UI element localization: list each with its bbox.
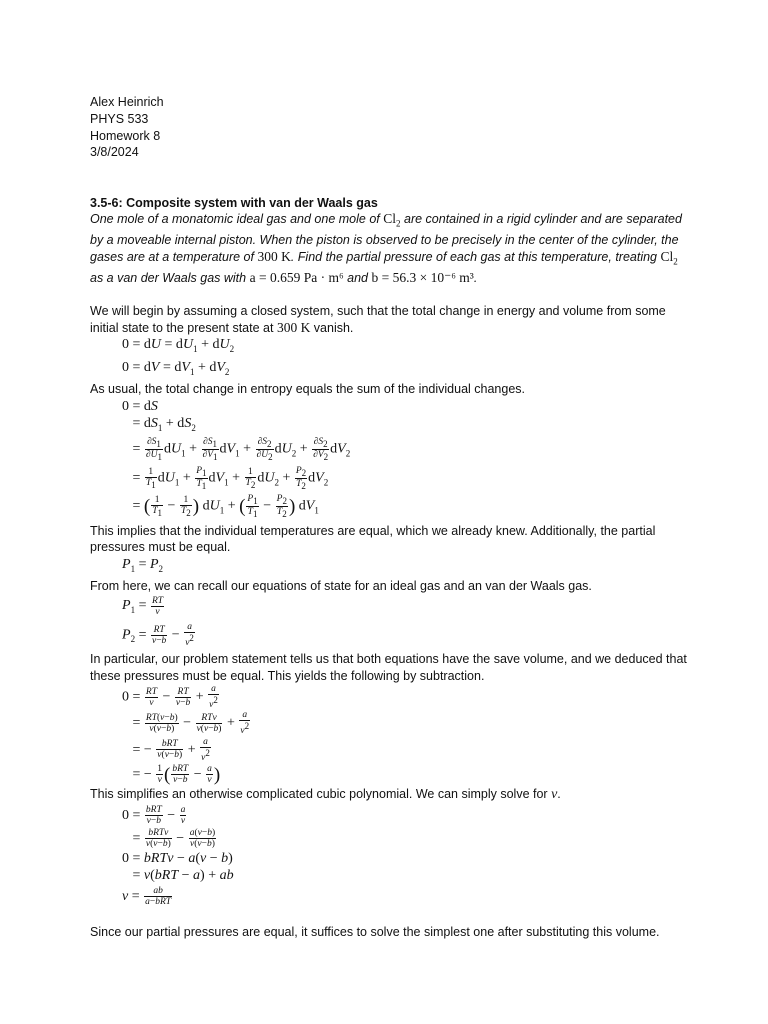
course-code: PHYS 533 [90, 111, 149, 126]
equation-solve-1: 0 = $\frac{\text{bRT}}{v-b}$ − $\frac{a}{v}$ [122, 804, 186, 826]
equation-ideal-gas: $P_1$ = $\frac{RT}{v}$ [122, 595, 164, 617]
equation-entropy-5: = ( $\frac{1}{T_1}$ − $\frac{1}{T_2}$ ) $dU_1$ + ( $\frac{P_1}{T_1}$ − $\frac{P_2}{T_2}$ ) $dV_1$ [122, 494, 319, 519]
equation-solve-4: = v(bRT − a) + ab [122, 868, 234, 883]
equation-subtract-3: = − $\frac{\text{bRT}}{v(v-b)}$ + $\frac{a}{v^2}$ [122, 736, 210, 763]
equation-entropy-3: = $\frac{\partial S_1}{\partial U_1}$ $dU_1$ + $\frac{\partial S_1}{\partial V_1}$ $dV_1$ + $\frac{\partial S_2}{\partial U_2}$ $dU_2$ + $\frac{\partial S_2}{\partial V_2}$ $dV_2$ [122, 437, 351, 463]
equation-solve-3: 0 = bRTv − a(v − b) [122, 850, 233, 866]
assignment-title: Homework 8 [90, 128, 161, 143]
problem-title: 3.5-6: Composite system with van der Waals gas [90, 195, 378, 210]
author-name: Alex Heinrich [90, 95, 164, 109]
equation-pressure-equal: $P_1 = P_2$ [122, 556, 164, 574]
paragraph-solve: This simplifies an otherwise complicated cubic polynomial. We can simply solve for v. [90, 787, 561, 802]
equation-energy: 0 = dU = $dU_1 + dU_2$ [122, 337, 235, 355]
equation-solve-2: = $\frac{\text{bRTv}}{v(v-b)}$ − $\frac{a(v-b)}{v(v-b)}$ [122, 827, 216, 849]
equation-volume: 0 = dV = $dV_1 + dV_2$ [122, 359, 230, 377]
equation-entropy-1: 0 = dS [122, 398, 158, 414]
document-page [90, 94, 690, 941]
problem-statement: One mole of a monatomic ideal gas and one mole of $Cl_2$ are contained in a rigid cylinder and are separated by a moveable internal piston. When the piston is observed to be precisely in the center of the cylinder, the gases are at a temperature of 300 K. Find the partial pressure of each gas at this temperature, treating $Cl_2$ as a van der Waals gas with a = 0.659 Pa · m⁶ and b = 56.3 × 10⁻⁶ m³. [90, 211, 682, 286]
paragraph-subtraction: In particular, our problem statement tells us that both equations have the save volume, and we deduced that these pressures must be equal. This yields the following by subtraction. [90, 652, 687, 683]
paragraph-equations-of-state: From here, we can recall our equations of state for an ideal gas and an van der Waals gas. [90, 578, 592, 593]
paragraph-equal-pressures: This implies that the individual temperatures are equal, which we already knew. Additionally, the partial pressures must be equal. [90, 523, 656, 555]
equation-van-der-waals: $P_2$ = $\frac{RT}{v-b}$ − $\frac{a}{v^2}$ [122, 622, 194, 649]
equation-subtract-1: 0 = $\frac{RT}{v}$ − $\frac{RT}{v-b}$ + $\frac{a}{v^2}$ [122, 684, 218, 711]
paragraph-closed-system: We will begin by assuming a closed system, such that the total change in energy and volume from some initial state to the present state at 300 K vanish. [90, 304, 666, 335]
paragraph-conclusion: Since our partial pressures are equal, it suffices to solve the simplest one after substituting this volume. [90, 925, 660, 940]
equation-subtract-4: = − $\frac{1}{v}$ ( $\frac{\text{bRT}}{v-b}$ − $\frac{a}{v}$ ) [122, 764, 221, 785]
paragraph-entropy: As usual, the total change in entropy equals the sum of the individual changes. [90, 382, 526, 397]
assignment-date: 3/8/2024 [90, 145, 139, 160]
equation-solve-5: v = $\frac{ab}{\text{a−bRT}}$ [122, 885, 172, 907]
equation-subtract-2: = $\frac{RT(v-b)}{v(v-b)}$ − $\frac{\text{RTv}}{v(v-b)}$ + $\frac{a}{v^2}$ [122, 710, 250, 737]
equation-entropy-2: = $dS_1 + dS_2$ [122, 416, 196, 433]
equation-entropy-4: = $\frac{1}{T_1}$ $dU_1$ + $\frac{P_1}{T_1}$ $dV_1$ + $\frac{1}{T_2}$ $dU_2$ + $\frac{P_2}{T_2}$ $dV_2$ [122, 465, 329, 491]
